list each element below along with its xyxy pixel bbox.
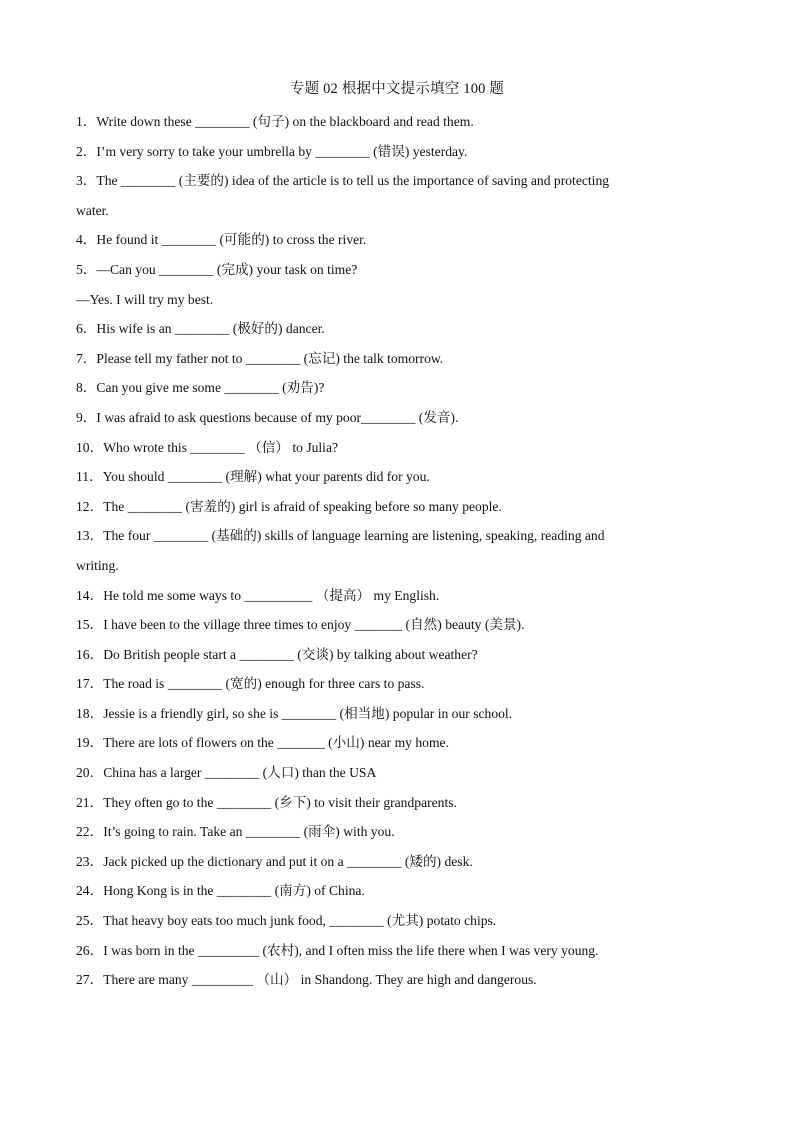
question-number: 10． [76,439,104,455]
question-item [76,640,716,670]
question-text: Hong Kong is in the ________ (南方) of China. [103,883,365,899]
question-number: 20． [76,765,104,781]
question-text: There are many _________ （山） in Shandong. They are high and dangerous. [103,972,537,988]
question-number: 3． [76,173,97,189]
question-text: —Yes. I will try my best. [76,291,214,307]
question-number: 16． [76,646,104,662]
question-item [76,788,716,818]
question-number: 23． [76,853,104,869]
question-item [76,906,716,936]
question-text: —Can you ________ (完成) your task on time? [96,261,358,277]
question-item [76,373,716,403]
question-text: The four ________ (基础的) skills of language learning are listening, speaking, reading and [103,528,605,544]
question-text: His wife is an ________ (极好的) dancer. [96,321,325,337]
question-number: 26． [76,942,104,958]
question-number: 24． [76,883,104,899]
question-item [76,936,716,966]
question-item [76,137,716,167]
question-text: There are lots of flowers on the _______ (小山) near my home. [103,735,449,751]
question-number: 9． [76,409,97,425]
question-number: 12． [76,498,104,514]
question-item [76,876,716,906]
question-number: 15． [76,617,104,633]
question-text: Jessie is a friendly girl, so she is ________ (相当地) popular in our school. [103,705,513,721]
question-text: Write down these ________ (句子) on the blackboard and read them. [96,114,474,129]
question-text: He told me some ways to __________ （提高） my English. [103,587,440,603]
question-number: 5． [76,261,97,277]
question-item [76,728,716,758]
question-item [76,699,716,729]
question-item [76,521,716,580]
question-text: Please tell my father not to ________ (忘记) the talk tomorrow. [96,350,444,366]
question-text: That heavy boy eats too much junk food, ________ (尤其) potato chips. [103,913,497,929]
question-item [76,433,716,463]
question-item [76,610,716,640]
question-item [76,847,716,877]
question-number: 2． [76,143,97,159]
question-text: The ________ (主要的) idea of the article is to tell us the importance of saving and protecting [96,173,610,189]
question-list [76,107,716,995]
question-text: Who wrote this ________ （信） to Julia? [103,439,339,455]
question-number: 8． [76,380,97,396]
question-number: 27． [76,972,104,988]
question-text: They often go to the ________ (乡下) to visit their grandparents. [103,794,457,810]
question-item [76,669,716,699]
question-number: 17． [76,676,104,692]
question-number: 6． [76,321,97,337]
question-text: I was born in the _________ (农村), and I often miss the life there when I was very young. [103,942,599,958]
question-item [76,166,716,225]
question-text: I have been to the village three times to enjoy _______ (自然) beauty (美景). [103,617,525,633]
question-text: It’s going to rain. Take an ________ (雨伞) with you. [103,824,395,840]
question-number: 21． [76,794,104,810]
question-item [76,492,716,522]
question-item [76,403,716,433]
question-item [76,255,716,285]
question-text: The road is ________ (宽的) enough for three cars to pass. [103,676,425,692]
question-text: He found it ________ (可能的) to cross the river. [96,232,367,248]
question-number: 13． [76,528,104,544]
question-number: 14． [76,587,104,603]
question-item [76,581,716,611]
question-item [76,817,716,847]
question-number: 19． [76,735,104,751]
question-item [76,107,716,137]
question-text: Jack picked up the dictionary and put it on a ________ (矮的) desk. [103,853,473,869]
question-item [76,314,716,344]
question-continuation: water. [76,202,109,218]
question-item [76,344,716,374]
question-text: I’m very sorry to take your umbrella by ________ (错误) yesterday. [96,143,468,159]
question-number: 22． [76,824,104,840]
question-text: Do British people start a ________ (交谈) by talking about weather? [103,646,478,662]
answer-line [76,285,716,315]
question-text: Can you give me some ________ (劝告)? [96,380,325,396]
question-item [76,225,716,255]
question-text: I was afraid to ask questions because of my poor________ (发音). [96,409,459,425]
question-number: 25． [76,913,104,929]
question-number: 1． [76,114,97,129]
page-title: 专题 02 根据中文提示填空 100 题 [289,81,505,97]
question-number: 18． [76,705,104,721]
question-text: China has a larger ________ (人口) than the USA [103,765,377,781]
question-continuation: writing. [76,557,119,573]
question-item [76,758,716,788]
question-number: 11． [76,469,103,485]
question-number: 7． [76,350,97,366]
question-item [76,965,716,995]
question-item [76,462,716,492]
question-text: The ________ (害羞的) girl is afraid of speaking before so many people. [103,498,502,514]
question-number: 4． [76,232,97,248]
question-text: You should ________ (理解) what your parents did for you. [102,469,430,485]
